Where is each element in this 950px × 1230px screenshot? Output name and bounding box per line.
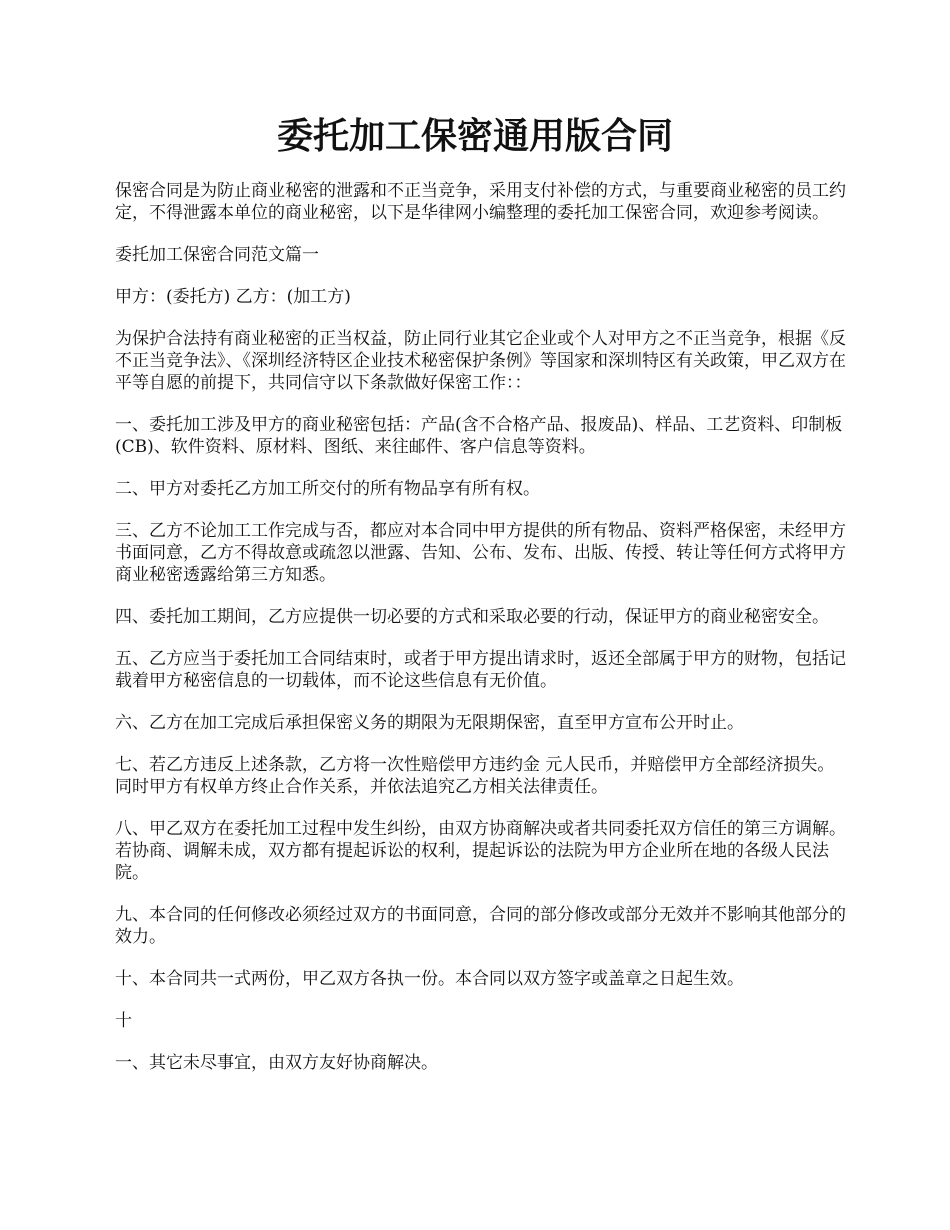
document-title: 委托加工保密通用版合同 — [276, 115, 673, 157]
clause-11-prefix: 十 — [115, 1011, 132, 1031]
intro-paragraph: 保密合同是为防止商业秘密的泄露和不正当竞争，采用支付补偿的方式，与重要商业秘密的员工约定，不得泄露本单位的商业秘密，以下是华律网小编整理的委托加工保密合同，欢迎参考阅读。 — [115, 181, 846, 223]
clause-6: 六、乙方在加工完成后承担保密义务的期限为无限期保密，直至甲方宣布公开时止。 — [115, 713, 744, 733]
clause-11: 一、其它未尽事宜，由双方友好协商解决。 — [115, 1053, 438, 1073]
clause-2: 二、甲方对委托乙方加工所交付的所有物品享有所有权。 — [115, 479, 540, 499]
clause-8: 八、甲乙双方在委托加工过程中发生纠纷，由双方协商解决或者共同委托双方信任的第三方调解。若协商、调解未成，双方都有提起诉讼的权利，提起诉讼的法院为甲方企业所在地的各级人民法院。 — [115, 819, 846, 883]
clause-5: 五、乙方应当于委托加工合同结束时，或者于甲方提出请求时，返还全部属于甲方的财物，包括记载着甲方秘密信息的一切载体，而不论这些信息有无价值。 — [115, 649, 846, 691]
section-heading: 委托加工保密合同范文篇一 — [115, 245, 319, 265]
document-body — [115, 180, 850, 1094]
preamble-paragraph: 为保护合法持有商业秘密的正当权益，防止同行业其它企业或个人对甲方之不正当竞争，根据《反不正当竞争法》、《深圳经济特区企业技术秘密保护条例》等国家和深圳特区有关政策，甲乙双方在平等自愿的前提下，共同信守以下条款做好保密工作：： — [115, 329, 846, 393]
clause-1: 一、委托加工涉及甲方的商业秘密包括：产品(含不合格产品、报废品)、样品、工艺资料、印制板(CB)、软件资料、原材料、图纸、来往邮件、客户信息等资料。 — [115, 415, 843, 457]
parties-line: 甲方：(委托方) 乙方：(加工方) — [115, 287, 351, 307]
clause-10: 十、本合同共一式两份，甲乙双方各执一份。本合同以双方签字或盖章之日起生效。 — [115, 969, 744, 989]
clause-7: 七、若乙方违反上述条款，乙方将一次性赔偿甲方违约金 元人民币，并赔偿甲方全部经济损失。同时甲方有权单方终止合作关系，并依法追究乙方相关法律责任。 — [115, 755, 835, 797]
clause-3: 三、乙方不论加工工作完成与否，都应对本合同中甲方提供的所有物品、资料严格保密，未经甲方书面同意，乙方不得故意或疏忽以泄露、告知、公布、发布、出版、传授、转让等任何方式将甲方商业秘密透露给第三方知悉。 — [115, 521, 846, 585]
clause-9: 九、本合同的任何修改必须经过双方的书面同意，合同的部分修改或部分无效并不影响其他部分的效力。 — [115, 905, 846, 947]
clause-4: 四、委托加工期间，乙方应提供一切必要的方式和采取必要的行动，保证甲方的商业秘密安全。 — [115, 607, 829, 627]
